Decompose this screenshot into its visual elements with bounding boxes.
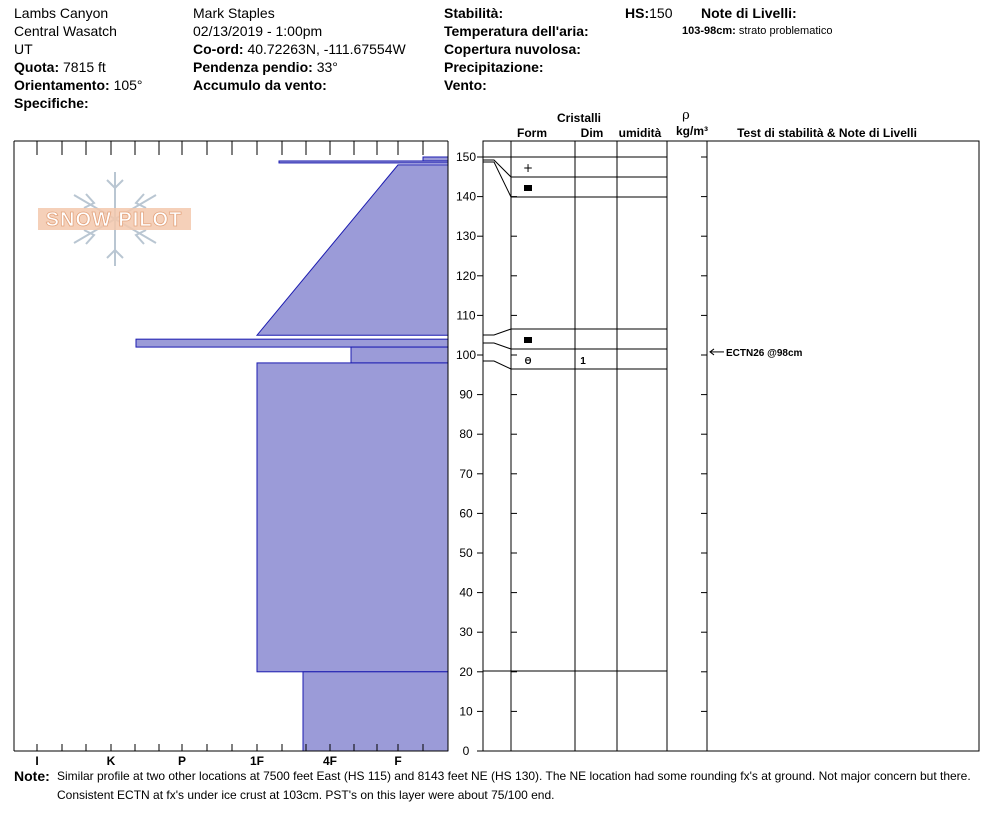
test-result-0: ECTN26 @98cm — [726, 347, 803, 359]
aspect-label: Orientamento: — [14, 77, 110, 93]
wind-label: Vento: — [444, 77, 487, 93]
hardness-tick-label-k: K — [106, 754, 116, 768]
stratigraphy-frame — [483, 141, 979, 751]
observer: Mark Staples — [193, 5, 275, 21]
air-temp-label: Temperatura dell'aria: — [444, 23, 589, 39]
hs-label: HS: — [625, 5, 650, 21]
layer-notes-label: Note di Livelli: — [701, 5, 797, 21]
precip-label: Precipitazione: — [444, 59, 544, 75]
strat-connector-5 — [483, 361, 511, 369]
profile-note — [14, 767, 974, 802]
note-text: Similar profile at two other locations at 7500 feet East (HS 115) and 8143 feet NE (HS 130). The NE location had some rounding fx's at ground. Not major concern but there. Consistent ECTN at fx's under ice crust at 103cm. PST's on this layer were about 75/100 end. — [57, 769, 971, 802]
hardness-layer-2 — [257, 165, 448, 335]
hardness-tick-label-i: I — [35, 754, 39, 768]
height-tick-label-50: 50 — [459, 546, 473, 560]
hardness-tick-label-4f: 4F — [322, 754, 338, 768]
height-tick-label-70: 70 — [459, 466, 473, 481]
state: UT — [14, 41, 33, 57]
elevation-value: 7815 ft — [63, 59, 106, 75]
stability-label: Stabilità: — [444, 5, 504, 21]
hardness-tick-label-1f: 1F — [249, 754, 265, 768]
hardness-layers — [136, 157, 448, 751]
note-label: Note: — [14, 768, 50, 784]
height-tick-label-110: 110 — [456, 308, 476, 323]
height-tick-label-10: 10 — [459, 704, 473, 719]
hardness-tick-label-p: P — [177, 754, 187, 768]
hardness-tick-label-f: F — [394, 754, 402, 768]
height-tick-label-30: 30 — [459, 625, 473, 640]
height-tick-label-40: 40 — [459, 585, 473, 600]
tests-heading: Test di stabilità & Note di Livelli — [737, 126, 917, 140]
hardness-layer-0 — [423, 157, 448, 161]
snowpilot-logo — [38, 172, 191, 266]
height-axis — [456, 150, 707, 758]
crystal-form-3: ɵ — [524, 353, 532, 367]
strat-connector-2 — [483, 162, 511, 197]
crystal-form-2 — [524, 337, 532, 343]
coords-value: 40.72263N, -111.67554W — [247, 41, 406, 57]
location-name: Lambs Canyon — [14, 5, 109, 21]
height-tick-label-100: 100 — [455, 348, 477, 362]
height-tick-label-20: 20 — [459, 664, 473, 679]
strat-connector-3 — [483, 329, 511, 335]
mountain-range: Central Wasatch — [14, 23, 117, 39]
height-tick-label-130: 130 — [455, 229, 477, 244]
height-tick-label-120: 120 — [455, 268, 477, 283]
hardness-layer-4 — [351, 347, 448, 363]
hardness-layer-1 — [279, 161, 448, 163]
height-tick-label-140: 140 — [455, 189, 477, 204]
layer-note-text: strato problematico — [738, 25, 833, 37]
size-heading: Dim — [580, 126, 604, 140]
date-time: 02/13/2019 - 1:00pm — [193, 23, 323, 39]
density-symbol: ρ — [682, 108, 690, 123]
moisture-heading: umidità — [618, 126, 662, 140]
hs-value: 150 — [649, 5, 673, 21]
crystal-form-1 — [524, 185, 532, 191]
crystals-heading: Cristalli — [556, 111, 602, 125]
strat-connector-4 — [483, 343, 511, 349]
crystal-size-3: 1 — [580, 356, 586, 367]
hardness-layer-3 — [136, 339, 448, 347]
slope-label: Pendenza pendio: — [193, 59, 313, 75]
crystal-form-0: + — [522, 161, 534, 175]
elevation-label: Quota: — [14, 59, 60, 75]
height-tick-label-60: 60 — [459, 506, 473, 521]
height-tick-label-80: 80 — [459, 427, 473, 442]
height-tick-label-150: 150 — [455, 150, 477, 164]
density-unit: kg/m³ — [675, 124, 709, 138]
sky-label: Copertura nuvolosa: — [444, 41, 581, 57]
height-tick-label-90: 90 — [459, 387, 473, 402]
wind-loading-label: Accumulo da vento: — [193, 77, 327, 93]
specifics-label: Specifiche: — [14, 95, 89, 111]
layer-note-range: 103-98cm: — [682, 25, 736, 37]
logo-text: SNOW PILOT — [45, 209, 183, 231]
hardness-layer-6 — [303, 672, 448, 751]
stratigraphy-layers — [483, 157, 803, 671]
coords-label: Co-ord: — [193, 41, 244, 57]
form-heading: Form — [517, 126, 547, 140]
aspect-value: 105° — [113, 77, 143, 93]
slope-value: 33° — [316, 59, 338, 75]
height-tick-label-0: 0 — [462, 744, 470, 758]
hardness-layer-5 — [257, 363, 448, 672]
